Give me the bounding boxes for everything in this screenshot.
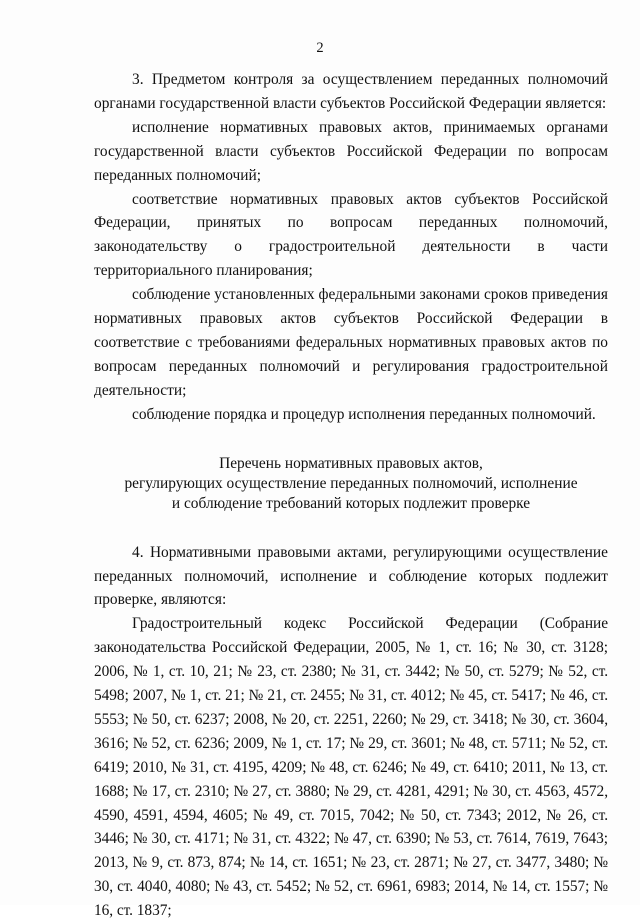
document-body xyxy=(94,68,608,923)
heading-line-1: Перечень нормативных правовых актов, xyxy=(219,454,483,472)
section-3-item-4: соблюдение порядка и процедур исполнения переданных полномочий. xyxy=(132,405,596,423)
page-number: 2 xyxy=(316,40,324,56)
section-3-item-1: исполнение нормативных правовых актов, принимаемых органами государственной власти субъектов Российской Федерации по вопросам переданных полномочий; xyxy=(94,118,608,184)
section-3-item-2: соответствие нормативных правовых актов субъектов Российской Федерации, принятых по вопросам переданных полномочий, законодательству о градостроительной деятельности в части территориального планирования; xyxy=(94,190,608,280)
section-4-code-citation: Градостроительный кодекс Российской Федерации (Собрание законодательства Российской Федерации, 2005, № 1, ст. 16; № 30, ст. 3128; 2006, № 1, ст. 10, 21; № 23, ст. 2380; № 31, ст. 3442; № 50, ст. 5279; № 52, ст. 5498; 2007, № 1, ст. 21; № 21, ст. 2455; № 31, ст. 4012; № 45, ст. 5417; № 46, ст. 5553; № 50, ст. 6237; 2008, № 20, ст. 2251, 2260; № 29, ст. 3418; № 30, ст. 3604, 3616; № 52, ст. 6236; 2009, № 1, ст. 17; № 29, ст. 3601; № 48, ст. 5711; № 52, ст. 6419; 2010, № 31, ст. 4195, 4209; № 48, ст. 6246; № 49, ст. 6410; 2011, № 13, ст. 1688; № 17, ст. 2310; № 27, ст. 3880; № 29, ст. 4281, 4291; № 30, ст. 4563, 4572, 4590, 4591, 4594, 4605; № 49, ст. 7015, 7042; № 50, ст. 7343; 2012, № 26, ст. 3446; № 30, ст. 4171; № 31, ст. 4322; № 47, ст. 6390; № 53, ст. 7614, 7619, 7643; 2013, № 9, ст. 873, 874; № 14, ст. 1651; № 23, ст. 2871; № 27, ст. 3477, 3480; № 30, ст. 4040, 4080; № 43, ст. 5452; № 52, ст. 6961, 6983; 2014, № 14, ст. 1557; № 16, ст. 1837; xyxy=(94,615,608,920)
section-3-intro: 3. Предметом контроля за осуществлением переданных полномочий органами государственной власти субъектов Российской Федерации является: xyxy=(94,71,608,112)
heading-line-3: и соблюдение требований которых подлежит проверке xyxy=(171,494,531,512)
list-heading xyxy=(94,454,608,514)
section-3-item-3: соблюдение установленных федеральными законами сроков приведения нормативных правовых актов субъектов Российской Федерации в соответствие с требованиями федеральных нормативных правовых актов по вопросам переданных полномочий и регулирования градостроительной деятельности; xyxy=(94,286,608,399)
section-4-intro: 4. Нормативными правовыми актами, регулирующими осуществление переданных полномочий, исполнение и соблюдение которых подлежит проверке, являются: xyxy=(94,543,608,609)
heading-line-2: регулирующих осуществление переданных полномочий, исполнение xyxy=(124,474,578,492)
